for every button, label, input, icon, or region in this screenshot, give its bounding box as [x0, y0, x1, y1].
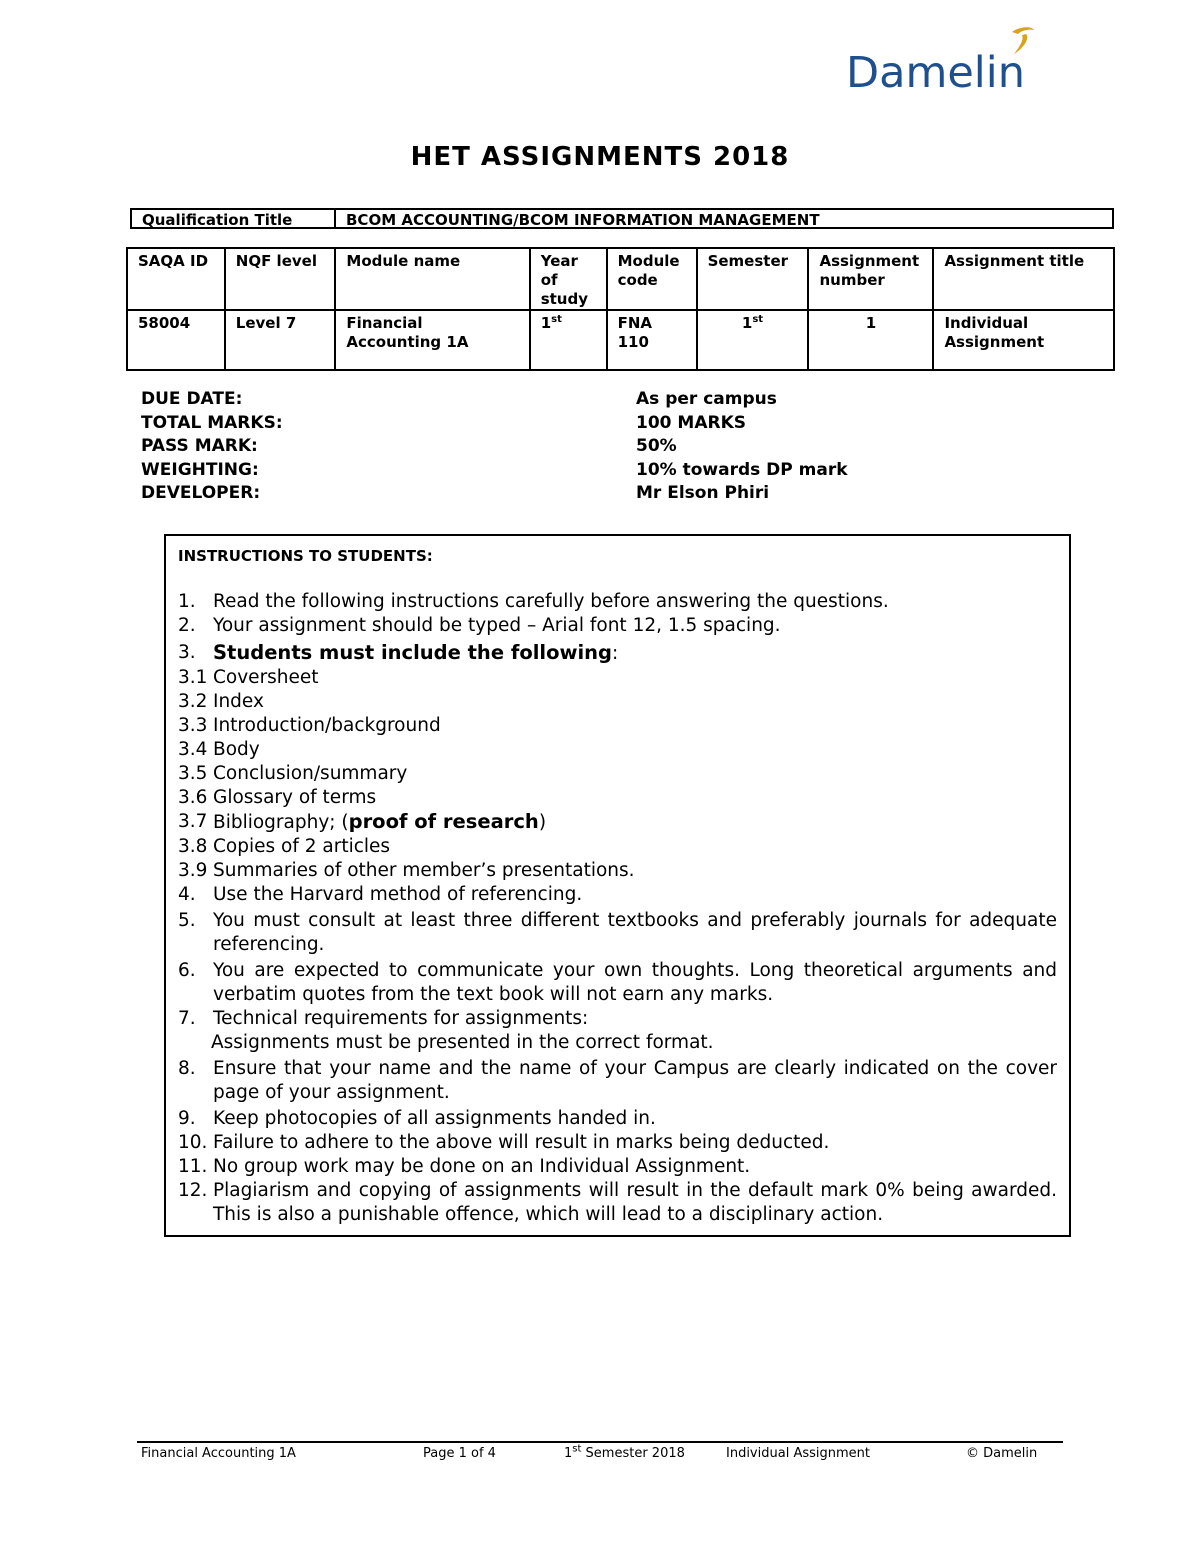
- meta-value: 100 MARKS: [636, 412, 746, 433]
- module-name-cell: Financial Accounting 1A: [335, 310, 529, 370]
- instructions-box: [164, 534, 1071, 1237]
- meta-row: [141, 459, 848, 483]
- assignment-title-cell: Individual Assignment: [933, 310, 1114, 370]
- module-code-cell: FNA 110: [607, 310, 697, 370]
- header-cell: NQF level: [225, 248, 336, 310]
- list-item: 2. Your assignment should be typed – Arial font 12, 1.5 spacing.: [178, 615, 781, 636]
- sub-item: 3.5 Conclusion/summary: [178, 763, 408, 784]
- list-item: 5. You must consult at least three different textbooks and preferably journals for adequate referencing.: [178, 910, 1057, 955]
- module-table: [126, 247, 1115, 371]
- meta-row: [141, 388, 848, 412]
- assignment-meta: [141, 388, 848, 506]
- list-item: 9. Keep photocopies of all assignments handed in.: [178, 1108, 656, 1129]
- header-cell: Semester: [697, 248, 809, 310]
- meta-value: As per campus: [636, 389, 777, 409]
- nqf-cell: Level 7: [225, 310, 336, 370]
- meta-key: WEIGHTING:: [141, 459, 259, 480]
- header-cell: Module code: [607, 248, 697, 310]
- year-cell: 1st: [530, 310, 607, 370]
- footer-type: Individual Assignment: [726, 1446, 870, 1461]
- page-title: HET ASSIGNMENTS 2018: [410, 142, 790, 172]
- logo-text: Damelin: [846, 48, 1025, 98]
- table-header-row: [127, 248, 1114, 310]
- sub-item: 3.9 Summaries of other member’s presentations.: [178, 860, 635, 881]
- meta-row: [141, 482, 848, 506]
- footer-semester: 1st Semester 2018: [564, 1443, 685, 1461]
- header-cell: Assignment title: [933, 248, 1114, 310]
- meta-value: 10% towards DP mark: [636, 459, 848, 480]
- list-item: 4. Use the Harvard method of referencing.: [178, 884, 583, 905]
- meta-value: Mr Elson Phiri: [636, 483, 770, 503]
- sub-item: 3.8 Copies of 2 articles: [178, 836, 391, 857]
- list-item: 6. You are expected to communicate your own thoughts. Long theoretical arguments and verbatim quotes from the text book will not earn any marks.: [178, 960, 1057, 1005]
- footer-copyright: © Damelin: [966, 1446, 1038, 1461]
- sub-item: 3.1 Coversheet: [178, 667, 319, 688]
- sub-item: Assignments must be presented in the correct format.: [211, 1032, 714, 1053]
- damelin-logo: [846, 26, 1066, 98]
- instructions-heading: INSTRUCTIONS TO STUDENTS:: [178, 547, 433, 565]
- list-item: 7. Technical requirements for assignments:: [178, 1008, 589, 1029]
- footer-divider: [137, 1441, 1063, 1443]
- qualification-row: [130, 208, 1114, 229]
- sub-item: 3.7 Bibliography; (proof of research): [178, 810, 547, 833]
- sub-item: 3.2 Index: [178, 691, 264, 712]
- meta-row: [141, 435, 848, 459]
- meta-key: PASS MARK:: [141, 436, 258, 456]
- footer-module: Financial Accounting 1A: [141, 1446, 296, 1461]
- header-cell: SAQA ID: [127, 248, 225, 310]
- qualification-value: BCOM ACCOUNTING/BCOM INFORMATION MANAGEMENT: [346, 211, 820, 229]
- list-item: 10. Failure to adhere to the above will result in marks being deducted.: [178, 1132, 830, 1153]
- meta-row: [141, 412, 848, 436]
- meta-key: DUE DATE:: [141, 389, 243, 409]
- list-item: 12. Plagiarism and copying of assignments will result in the default mark 0% being awarded. This is also a punishable offence, which will lead to a disciplinary action.: [178, 1180, 1057, 1225]
- header-cell: Module name: [335, 248, 529, 310]
- qualification-label: Qualification Title: [132, 210, 336, 227]
- header-cell: Year of study: [530, 248, 607, 310]
- footer-page: Page 1 of 4: [423, 1446, 496, 1461]
- saqa-cell: 58004: [127, 310, 225, 370]
- list-item: 3. Students must include the following:: [178, 641, 619, 664]
- sub-item: 3.6 Glossary of terms: [178, 787, 377, 808]
- table-row: [127, 310, 1114, 370]
- list-item: 1. Read the following instructions carefully before answering the questions.: [178, 591, 889, 612]
- list-item: 8. Ensure that your name and the name of your Campus are clearly indicated on the cover page of your assignment.: [178, 1058, 1057, 1103]
- meta-key: TOTAL MARKS:: [141, 412, 283, 433]
- header-cell: Assignment number: [808, 248, 933, 310]
- list-item: 11. No group work may be done on an Individual Assignment.: [178, 1156, 751, 1177]
- assignment-number-cell: 1: [808, 310, 933, 370]
- semester-cell: 1st: [697, 310, 809, 370]
- sub-item: 3.4 Body: [178, 739, 260, 760]
- sub-item: 3.3 Introduction/background: [178, 715, 441, 736]
- meta-key: DEVELOPER:: [141, 483, 261, 503]
- meta-value: 50%: [636, 436, 677, 456]
